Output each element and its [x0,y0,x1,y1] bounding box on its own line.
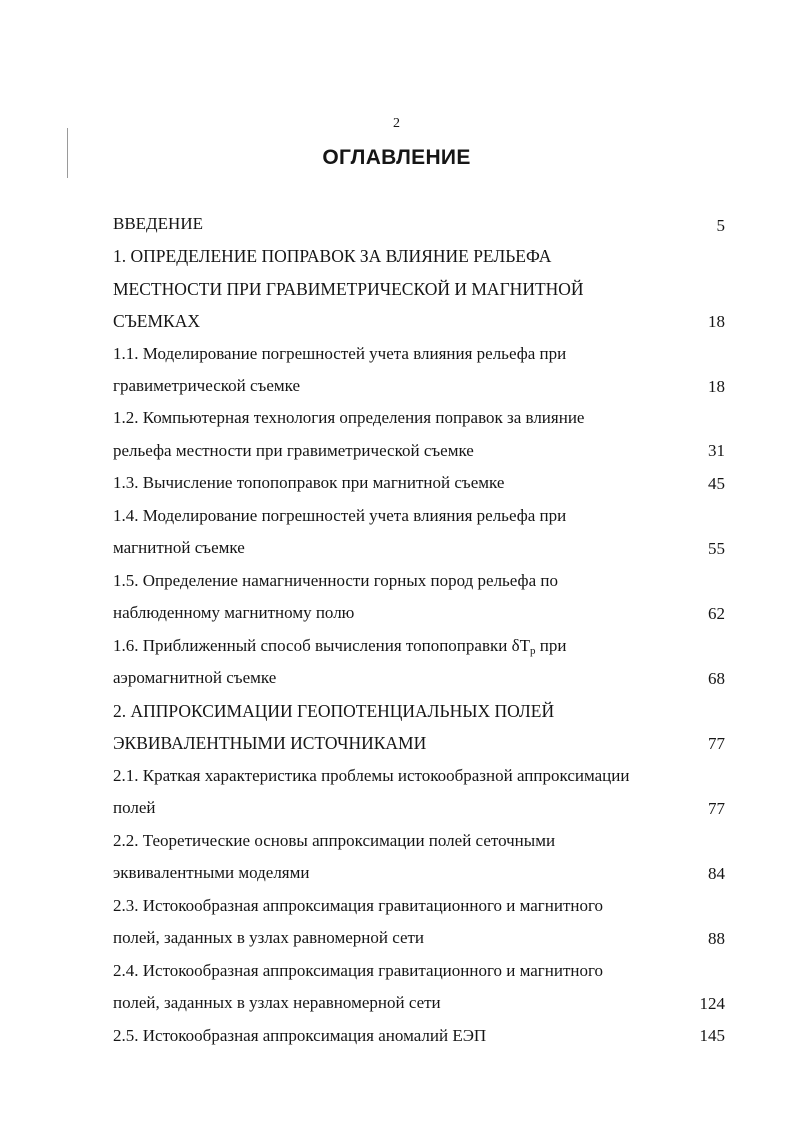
toc-page-number: 55 [708,539,725,558]
toc-entry-title-cont: МЕСТНОСТИ ПРИ ГРАВИМЕТРИЧЕСКОЙ И МАГНИТНОЙ [113,279,584,299]
toc-page-number: 5 [716,216,725,235]
toc-entry-title-cont: ЭКВИВАЛЕНТНЫМИ ИСТОЧНИКАМИ [113,733,427,753]
toc-entry-title-cont: эквивалентными моделями [113,863,310,882]
toc-page-number: 18 [708,312,725,331]
toc-entry-title-cont: СЪЕМКАХ [113,311,200,331]
toc-entry-title-cont: полей [113,798,156,817]
toc-entry-title: 2.5. Истокообразная аппроксимация аномалий ЕЭП [113,1026,487,1045]
toc-entry-title: 2. АППРОКСИМАЦИИ ГЕОПОТЕНЦИАЛЬНЫХ ПОЛЕЙ [113,701,555,721]
toc-page-number: 124 [699,994,725,1013]
toc-page-number: 18 [708,377,725,396]
toc-entry-title-cont: рельефа местности при гравиметрической съемке [113,441,474,460]
toc-entry-title: 2.4. Истокообразная аппроксимация гравитационного и магнитного [113,961,604,980]
toc-page-number: 45 [708,474,725,493]
toc-entry-title: 2.1. Краткая характеристика проблемы истокообразной аппроксимации [113,766,630,785]
toc-entry-title-cont: магнитной съемке [113,538,245,557]
toc-entry-title-cont: полей, заданных в узлах равномерной сети [113,928,425,947]
toc-entry-title: ВВЕДЕНИЕ [113,214,203,233]
toc-entry-title: 1.1. Моделирование погрешностей учета влияния рельефа при [113,344,567,363]
toc-entry-title: 2.3. Истокообразная аппроксимация гравитационного и магнитного [113,896,604,915]
subscript: р [529,645,536,657]
toc-entry-title-cont: наблюденному магнитному полю [113,603,355,622]
toc-entry-title-cont: полей, заданных в узлах неравномерной сети [113,993,441,1012]
toc-page-number: 62 [708,604,725,623]
page-title: ОГЛАВЛЕНИЕ [322,146,471,169]
toc-page-number: 68 [708,669,725,688]
toc-page-number: 31 [708,441,725,460]
toc-entry-title: 1. ОПРЕДЕЛЕНИЕ ПОПРАВОК ЗА ВЛИЯНИЕ РЕЛЬЕФА [113,246,552,266]
toc-page-number: 84 [708,864,725,883]
toc-entry-title: 2.2. Теоретические основы аппроксимации полей сеточными [113,831,556,850]
page-number: 2 [393,116,400,131]
toc-entry-title: 1.5. Определение намагниченности горных пород рельефа по [113,571,558,590]
toc-page-number: 77 [708,734,725,753]
toc-entry-title: 1.2. Компьютерная технология определения поправок за влияние [113,408,585,427]
toc-entry-title-cont: гравиметрической съемке [113,376,301,395]
toc-entry-title: 1.6. Приближенный способ вычисления топопоправки $\delta T_р$ при [113,636,567,657]
toc-page-number: 88 [708,929,725,948]
toc-entry-title-cont: аэромагнитной съемке [113,668,277,687]
toc-entry-title: 1.4. Моделирование погрешностей учета влияния рельефа при [113,506,567,525]
toc-entry-title: 1.3. Вычисление топопоправок при магнитной съемке [113,473,505,492]
toc-page-number: 145 [699,1026,725,1045]
toc-page-number: 77 [708,799,725,818]
